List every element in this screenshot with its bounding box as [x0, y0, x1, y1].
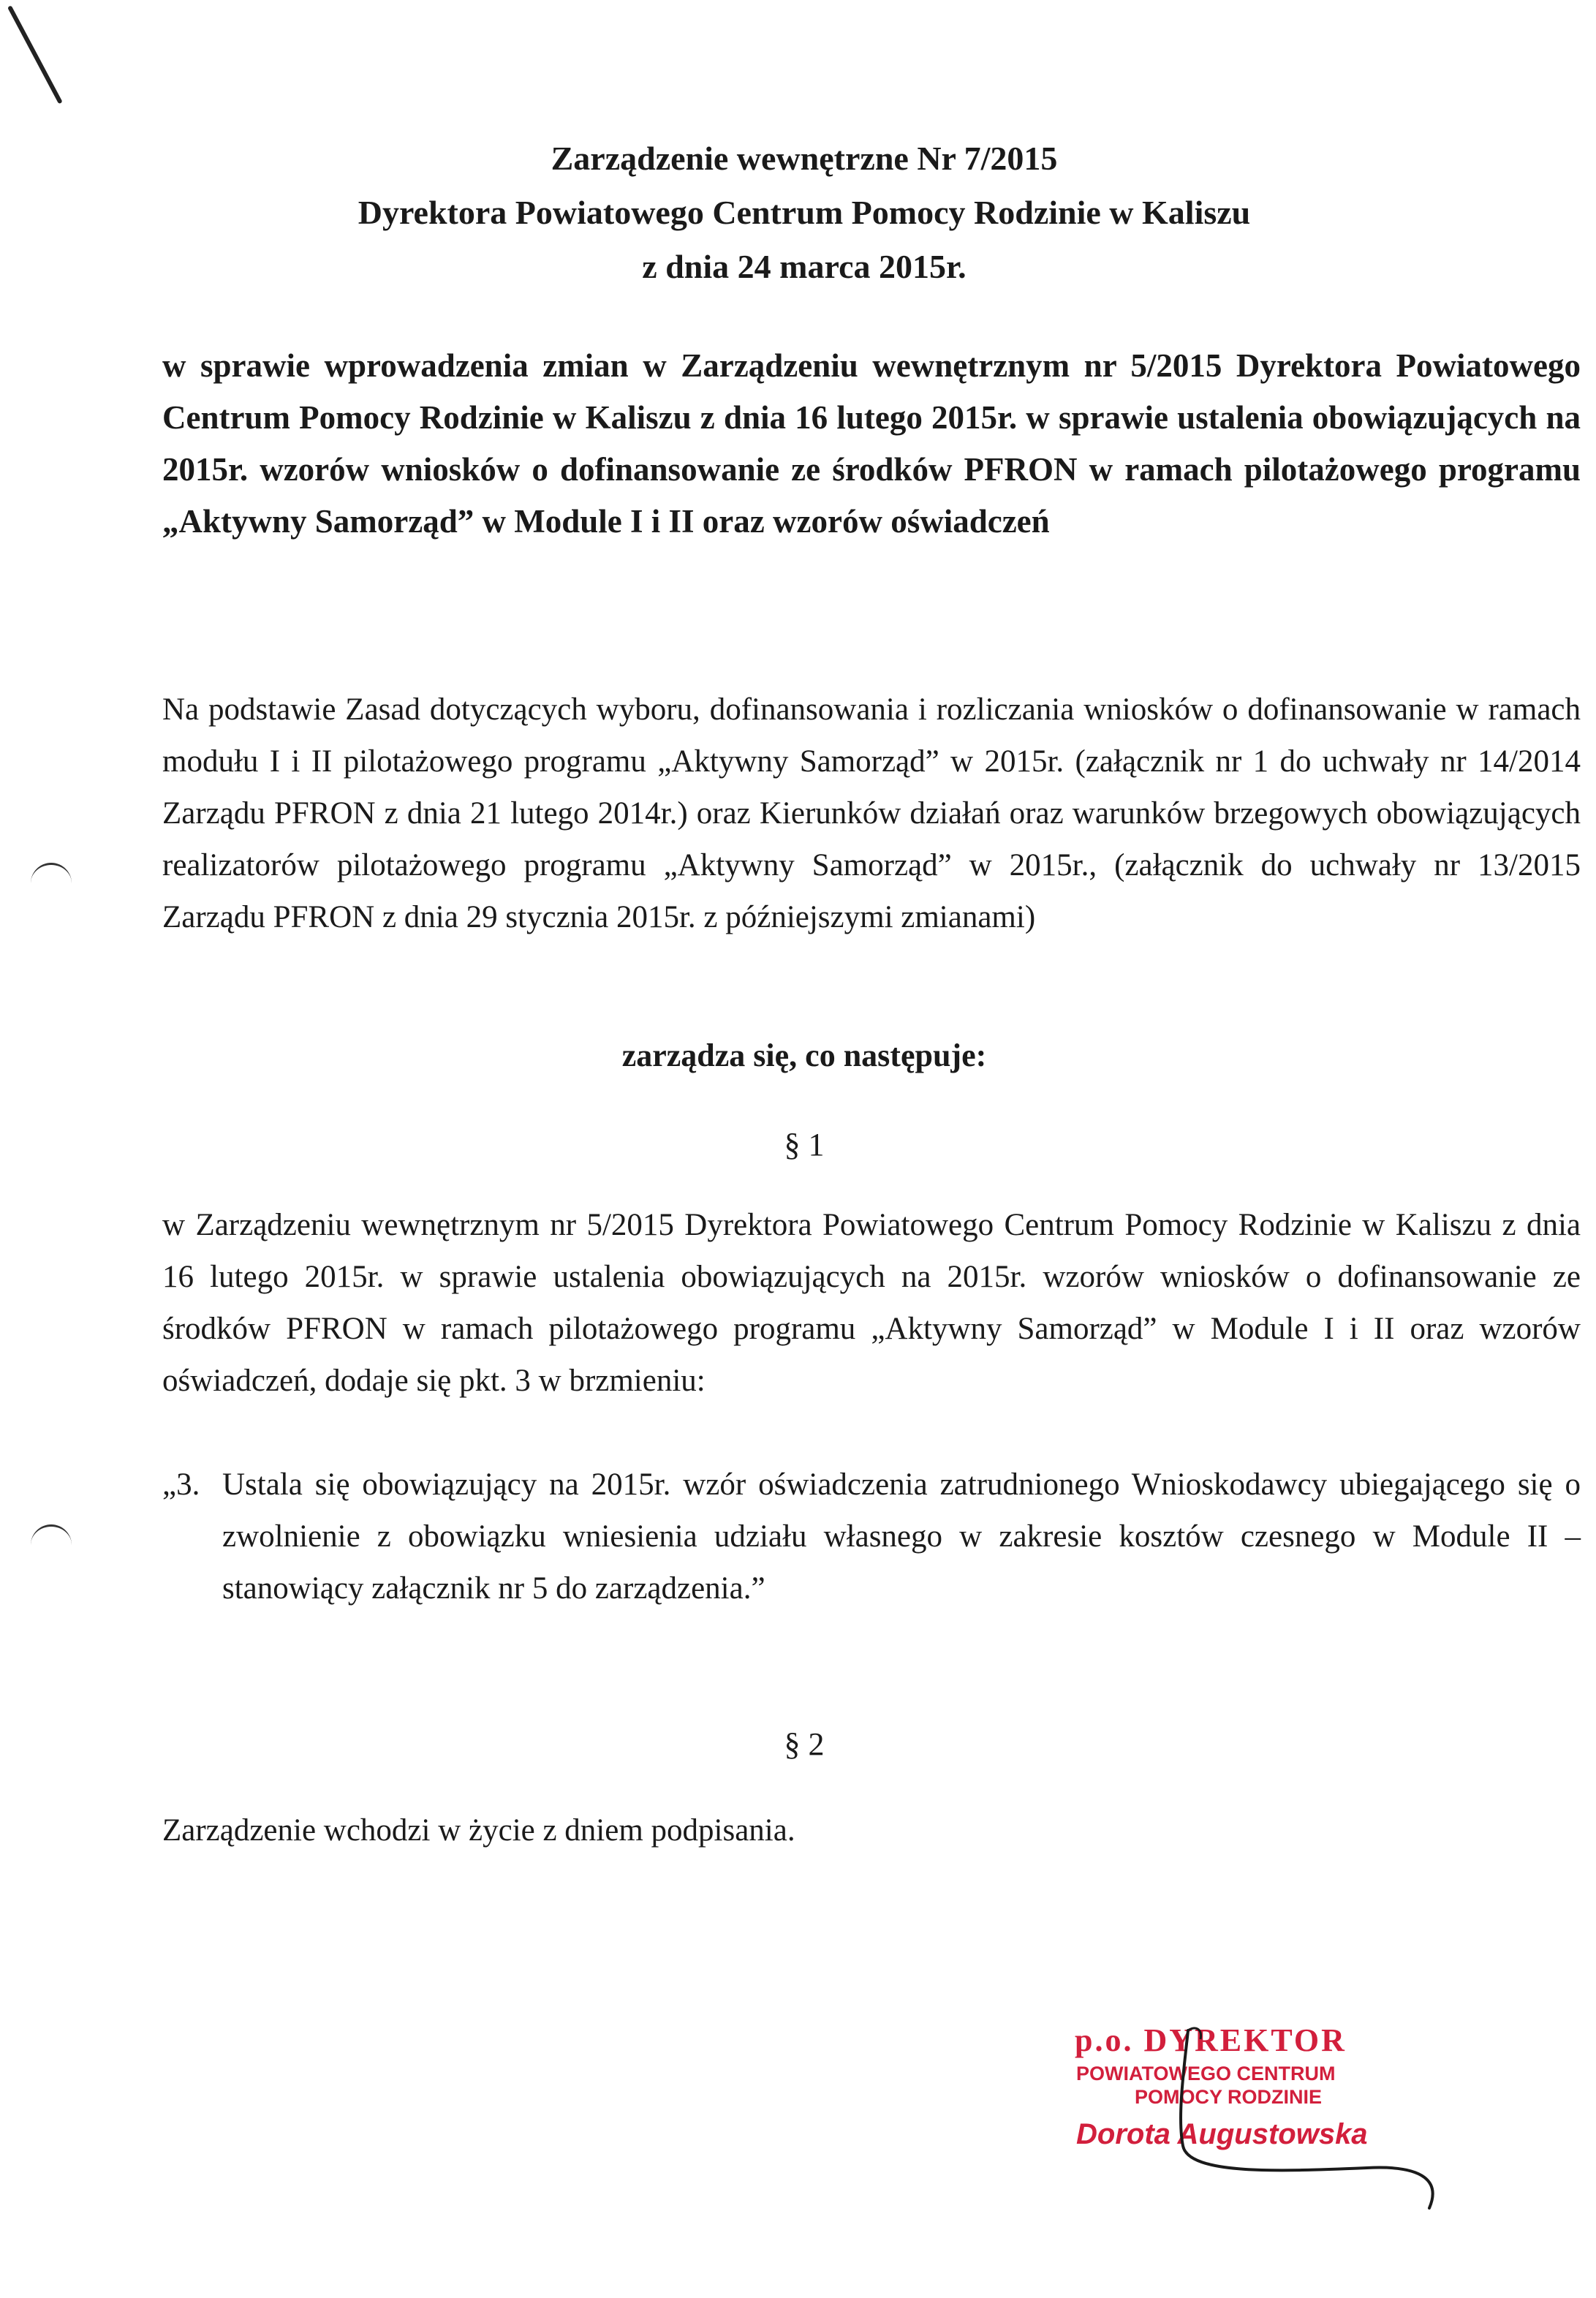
stamp-signature-name: Dorota Augustowska	[1076, 2118, 1368, 2150]
title-line-1: Zarządzenie wewnętrzne Nr 7/2015	[551, 140, 1058, 177]
document-subject: w sprawie wprowadzenia zmian w Zarządzeniu wewnętrznym nr 5/2015 Dyrektora Powiatowego Centrum Pomocy Rodzinie w Kaliszu z dnia 16 lutego 2015r. w sprawie ustalenia obowiązujących na 2015r. wzorów wniosków o dofinansowanie ze środków PFRON w ramach pilotażowego programu „Aktywny Samorząd” w Module I i II oraz wzorów oświadczeń	[162, 347, 1581, 540]
section-2-text: Zarządzenie wchodzi w życie z dniem podpisania.	[162, 1813, 795, 1848]
handwritten-signature-icon	[1060, 2022, 1440, 2212]
stamp-institution-line-1: POWIATOWEGO CENTRUM	[1076, 2063, 1336, 2085]
director-stamp	[1060, 2022, 1440, 2212]
title-line-3: z dnia 24 marca 2015r.	[642, 248, 967, 285]
section-1-item-3	[162, 1459, 1581, 1614]
punch-hole-mark	[31, 1524, 72, 1546]
stamp-title: p.o. DYREKTOR	[1075, 2022, 1347, 2058]
section-2-heading: § 2	[784, 1726, 825, 1762]
preamble-paragraph: Na podstawie Zasad dotyczących wyboru, dofinansowania i rozliczania wniosków o dofinansowanie w ramach modułu I i II pilotażowego programu „Aktywny Samorząd” w 2015r. (załącznik nr 1 do uchwały nr 14/2014 Zarządu PFRON z dnia 21 lutego 2014r.) oraz Kierunków działań oraz warunków brzegowych obowiązujących realizatorów pilotażowego programu „Aktywny Samorząd” w 2015r., (załącznik do uchwały nr 13/2015 Zarządu PFRON z dnia 29 stycznia 2015r. z późniejszymi zmianami)	[162, 692, 1581, 934]
list-item-marker: „3.	[162, 1467, 200, 1502]
scan-artifact-line	[7, 5, 63, 104]
section-1-text: w Zarządzeniu wewnętrznym nr 5/2015 Dyrektora Powiatowego Centrum Pomocy Rodzinie w Kaliszu z dnia 16 lutego 2015r. w sprawie ustalenia obowiązujących na 2015r. wzorów wniosków o dofinansowanie ze środków PFRON w ramach pilotażowego programu „Aktywny Samorząd” w Module I i II oraz wzorów oświadczeń, dodaje się pkt. 3 w brzmieniu:	[162, 1208, 1581, 1398]
title-line-2: Dyrektora Powiatowego Centrum Pomocy Rodzinie w Kaliszu	[358, 194, 1251, 231]
stamp-institution-line-2: POMOCY RODZINIE	[1135, 2086, 1323, 2108]
punch-hole-mark	[31, 863, 72, 884]
list-item-text: Ustala się obowiązujący na 2015r. wzór oświadczenia zatrudnionego Wnioskodawcy ubiegającego się o zwolnienie z obowiązku wniesienia udziału własnego w zakresie kosztów czesnego w Module II – stanowiący załącznik nr 5 do zarządzenia.”	[222, 1467, 1581, 1606]
section-1-heading: § 1	[784, 1127, 825, 1163]
document-title	[146, 132, 1462, 294]
decree-heading: zarządza się, co następuje:	[621, 1037, 987, 1073]
